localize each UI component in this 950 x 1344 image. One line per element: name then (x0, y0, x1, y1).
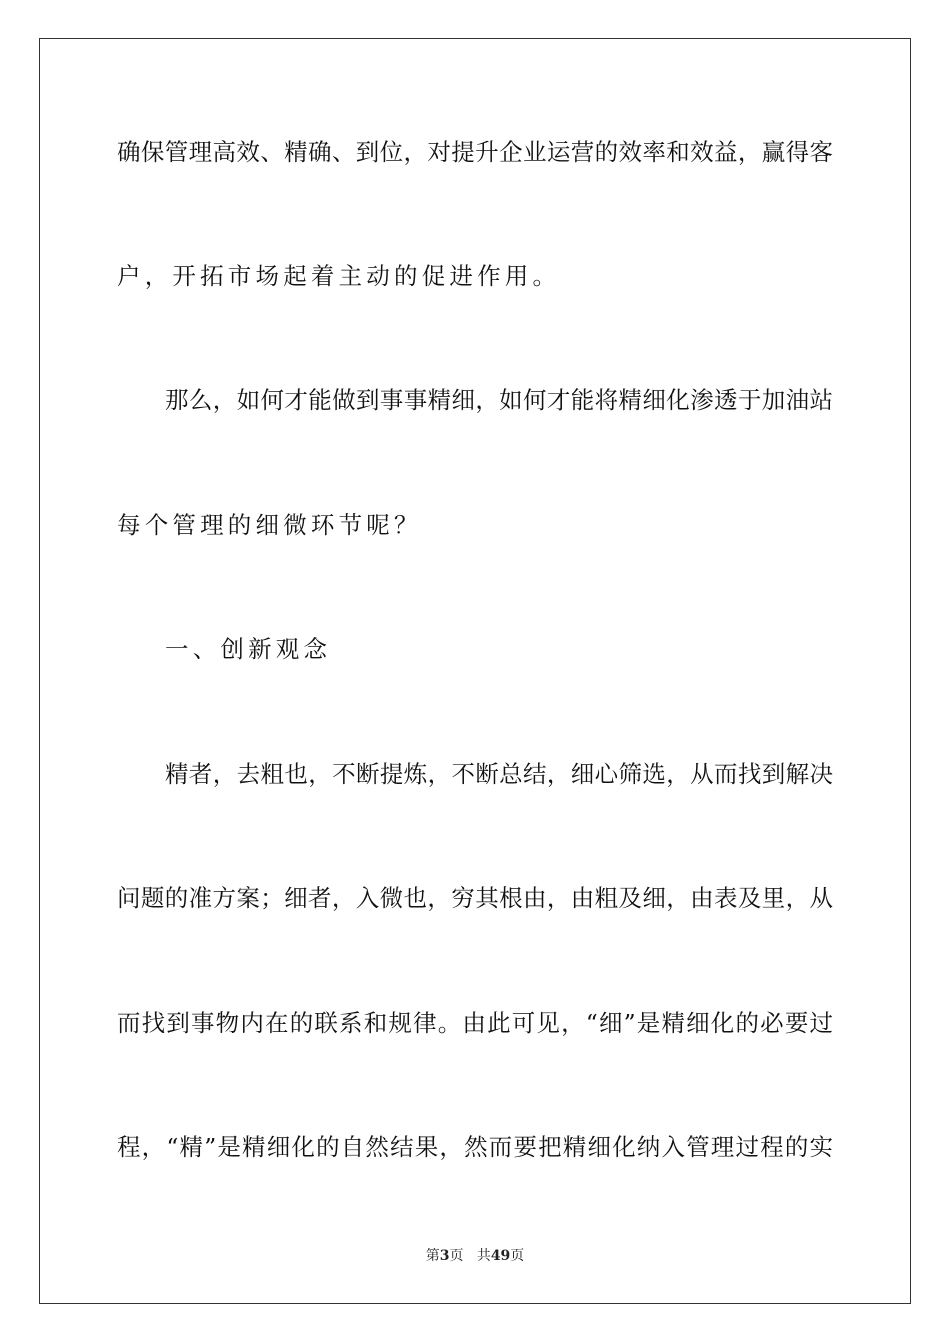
footer-page-current: 3 (439, 1248, 450, 1264)
paragraph-line-9: 程，“精”是精细化的自然结果，然而要把精细化纳入管理过程的实 (117, 1133, 833, 1161)
page-footer (0, 1246, 950, 1266)
page-border (39, 38, 911, 1304)
footer-page-prefix: 第 (425, 1248, 440, 1264)
paragraph-line-6: 精者，去粗也，不断提炼，不断总结，细心筛选，从而找到解决 (165, 760, 833, 788)
paragraph-line-3: 那么，如何才能做到事事精细，如何才能将精细化渗透于加油站 (165, 386, 833, 414)
section-heading: 一、创新观念 (165, 635, 332, 663)
footer-total-prefix: 共 (476, 1248, 491, 1264)
footer-page-total: 49 (490, 1248, 511, 1264)
paragraph-line-4: 每个管理的细微环节呢？ (117, 511, 422, 539)
paragraph-line-2: 户，开拓市场起着主动的促进作用。 (117, 262, 561, 290)
footer-total-suffix: 页 (510, 1248, 525, 1264)
paragraph-line-7: 问题的准方案；细者，入微也，穷其根由，由粗及细，由表及里，从 (117, 884, 833, 912)
paragraph-line-8: 而找到事物内在的联系和规律。由此可见，“细”是精细化的必要过 (117, 1009, 833, 1037)
footer-page-suffix: 页 (449, 1248, 464, 1264)
paragraph-line-1: 确保管理高效、精确、到位，对提升企业运营的效率和效益，赢得客 (117, 138, 833, 166)
